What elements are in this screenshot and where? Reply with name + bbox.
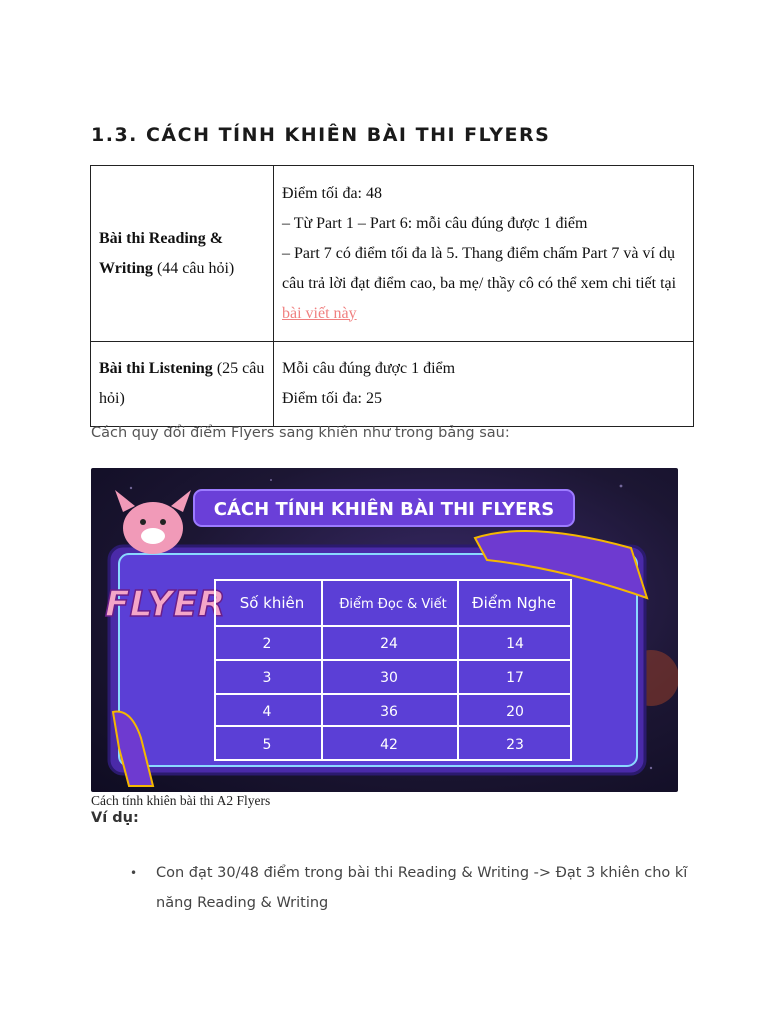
banner-title: CÁCH TÍNH KHIÊN BÀI THI FLYERS (213, 499, 555, 520)
cell: 23 (506, 737, 524, 753)
cell: 5 (262, 737, 272, 753)
flyer-logo: FLYER (105, 584, 226, 625)
cell: 30 (380, 670, 398, 686)
example-text: Con đạt 30/48 điểm trong bài thi Reading & Writing -> Đạt 3 khiên cho kĩ năng Reading & Writing (156, 865, 688, 911)
label-bold: Bài thi Reading & Writing (99, 229, 224, 277)
label-rest: (44 câu hỏi) (152, 259, 235, 277)
row-detail-reading-writing (274, 166, 694, 342)
cell: 2 (262, 636, 272, 652)
article-link[interactable]: bài viết này (282, 304, 357, 322)
flyers-shield-banner (91, 468, 678, 792)
label-rest: (25 câu hỏi) (99, 360, 265, 407)
table-row (91, 342, 694, 427)
mascot-icon (115, 490, 191, 554)
example-label: Ví dụ: (91, 810, 139, 826)
section-heading: 1.3. CÁCH TÍNH KHIÊN BÀI THI FLYERS (91, 124, 551, 146)
cell: 14 (506, 636, 524, 652)
example-list (130, 858, 690, 918)
cell: 24 (380, 636, 398, 652)
banner-graphic (91, 468, 678, 792)
row-label-listening (91, 342, 274, 427)
cell: 42 (380, 737, 398, 753)
label-bold: Bài thi Listening (99, 360, 213, 377)
bullet-icon: • (130, 866, 138, 880)
score-table (90, 165, 694, 427)
cell: 20 (506, 704, 524, 720)
detail-line: Điểm tối đa: 48 (282, 184, 382, 202)
row-label-reading-writing (91, 166, 274, 342)
cell: 3 (262, 670, 272, 686)
header-shields: Số khiên (239, 594, 305, 612)
detail-line: Điểm tối đa: 25 (282, 390, 382, 407)
detail-line-with-link (282, 239, 685, 329)
cell: 17 (506, 670, 524, 686)
cell: 4 (262, 704, 272, 720)
header-listening: Điểm Nghe (472, 594, 556, 612)
detail-text: – Part 7 có điểm tối đa là 5. Thang điểm chấm Part 7 và ví dụ câu trả lời đạt điểm cao, ba mẹ/ thầy cô có thể xem chi tiết tại (282, 244, 677, 292)
intro-text: Cách quy đổi điểm Flyers sang khiên như trong bảng sau: (91, 425, 510, 441)
list-item (130, 858, 690, 918)
image-caption: Cách tính khiên bài thi A2 Flyers (91, 793, 271, 808)
detail-line: – Từ Part 1 – Part 6: mỗi câu đúng được 1 điểm (282, 214, 588, 232)
cell: 36 (380, 704, 398, 720)
row-detail-listening (274, 342, 694, 427)
header-reading-writing: Điểm Đọc & Viết (339, 597, 447, 612)
detail-line: Mỗi câu đúng được 1 điểm (282, 360, 456, 377)
table-row (91, 166, 694, 342)
